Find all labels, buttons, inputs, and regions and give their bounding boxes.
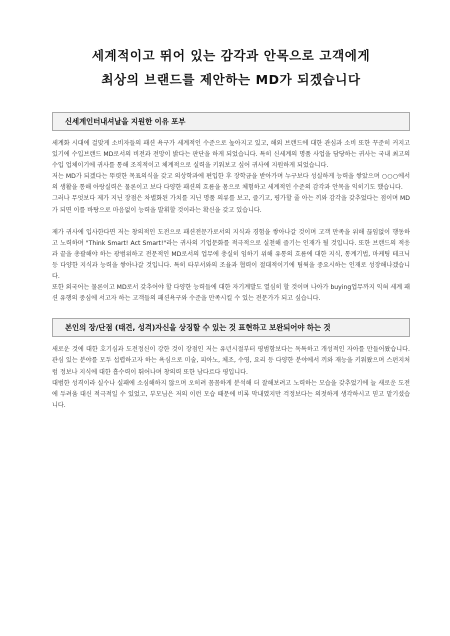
paragraph: 또한 외국어는 물론이고 MD로서 갖추어야 할 다양한 능력들에 대한 자기계발도 열심히 할 것이며 나아가 buying업무까지 익혀 세계 패션 유행의 중심에 서고자 하는 고객들의 패션욕구와 수준을 만족시킬 수 있는 전문가가 되고 싶습니다. [52, 284, 410, 303]
paragraph: 제가 귀사에 입사한다면 저는 창의적인 도전으로 패션전문가로서의 지식과 경험을 쌓아나갈 것이며 고객 만족을 위해 끊임없이 행동하고 노력하며 "Think Smart! Act Smart!"라는 귀사의 기업문화를 적극적으로 실천해 즐기는 인재가 될 것입니다. 또한 브랜드의 적응과 끝을 총괄해야 하는 광범위하고 전문적인 MD로서의 업무에 충실히 임하기 위해 유통의 흐름에 대한 지식, 통계기법, 마케팅 테크닉 등 다양한 지식과 능력을 쌓아나갈 것입니다. 특히 타부서와의 조율과 협력이 절대적이기에 팀웍을 중요시하는 인재로 성장해나겠습니다. [52, 228, 410, 281]
section-header-motivation: 신세계인터내셔날을 지원한 이유 포부 [52, 112, 410, 131]
section-body-motivation [52, 138, 410, 304]
paragraph: 저는 MD가 되겠다는 뚜렷한 목표의식을 갖고 의상학과에 편입한 후 장학금을 받아가며 누구보다 성실하게 능력을 쌓았으며 ○○○에서의 생활을 통해 아랑실력은 물론이고 보다 다양한 패션의 흐름을 몸으로 체험하고 세계적인 수준의 감각과 안목을 익히기도 했습니다. [52, 173, 410, 192]
paragraph: 새로운 것에 대한 호기심과 도전정신이 강한 것이 장점인 저는 유년시절부터 평범함보다는 독특하고 개성적인 자아를 만들어왔습니다. 관심 있는 분야를 모두 섭렵하고자 하는 욕심으로 미술, 피아노, 체조, 수영, 요리 등 다양한 분야에서 끼와 재능을 키워왔으며 스펀지처럼 정보나 지식에 대한 흡수력이 뛰어나며 창의력 또한 남다르다 평입니다. [52, 346, 410, 376]
paragraph: 세계화 시대에 걸맞게 소비자들의 패션 욕구가 세계적인 수준으로 높아지고 있고, 해외 브랜드에 대한 관심과 소비 또한 꾸준히 커지고 있기에 수입브랜드 MD로서의 비전과 전망이 밝다는 판단을 하게 되었습니다. 특히 신세계의 명품 사업을 담당하는 귀사는 국내 최고의 수입 업체이기에 귀사를 통해 조직적이고 체계적으로 실력을 키워보고 싶어 귀사에 지원하게 되었습니다. [52, 140, 410, 170]
paragraph: 대범한 성격이라 실수나 실패에 소심해하지 않으며 오히려 꼼꼼하게 분석해 더 잘해보려고 노력하는 모습을 갖추었기에 늘 새로운 도전에 두려움 대신 적극적일 수 있었고, 부모님은 저의 이런 모습 때문에 비록 막내였지만 걱정보다는 의젓하게 생각하시고 믿고 맡기셨습니다. [52, 379, 410, 409]
title-line-1: 세계적이고 뛰어 있는 감각과 안목으로 고객에게 [91, 48, 371, 63]
document-title [52, 0, 410, 92]
title-line-2: 최상의 브랜드를 제안하는 MD가 되겠습니다 [101, 72, 361, 87]
section-header-strengths: 본인의 장/단점 (태견, 성격)자신을 상징할 수 있는 것 표현하고 보완되어야 하는 것 [52, 318, 410, 337]
section-body-strengths [52, 344, 410, 411]
paragraph-gap [52, 216, 410, 227]
paragraph: 그러나 무엇보다 제가 지닌 장점은 차별화된 가치를 지닌 명품 의류를 보고, 즐기고, 평가할 줄 아는 끼와 감각을 갖추었다는 점이며 MD가 되면 이를 바탕으로 마음없이 능력을 발휘할 것이라는 확신을 갖고 있습니다. [52, 195, 410, 214]
